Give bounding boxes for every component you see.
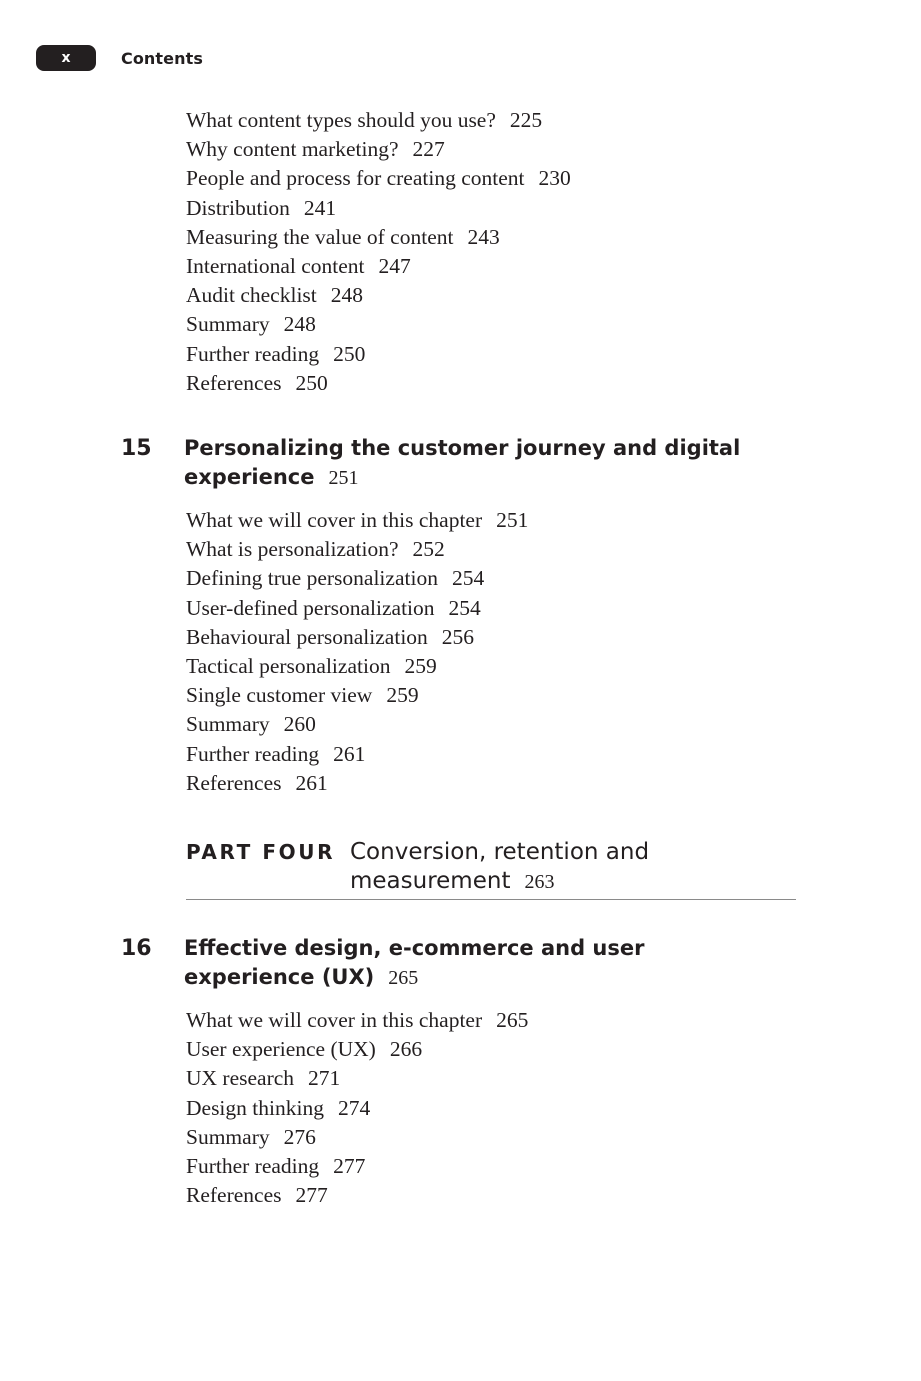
part-title	[350, 838, 650, 897]
part-four-heading[interactable]	[186, 838, 796, 900]
toc-entry-page: 259	[386, 683, 419, 708]
toc-entry-page: 241	[303, 195, 337, 220]
toc-entry-title: Tactical personalization	[186, 653, 391, 678]
toc-entry-page: 250	[295, 370, 328, 395]
toc-entry-title: Audit checklist	[186, 283, 317, 308]
toc-list-top	[186, 106, 571, 398]
toc-entry-page: 225	[509, 108, 543, 132]
toc-entry-page: 248	[283, 312, 316, 337]
toc-entry-title: Defining true personalization	[186, 566, 438, 591]
toc-entry-page: 260	[283, 712, 316, 737]
part-page: 263	[524, 871, 555, 893]
toc-entry-title: People and process for creating content	[186, 166, 525, 191]
toc-entry-title: Further reading	[186, 741, 320, 766]
toc-entry-page: 252	[412, 537, 445, 562]
toc-entry-title: Further reading	[186, 341, 320, 366]
toc-entry-title: Measuring the value of content	[186, 224, 454, 249]
toc-entry[interactable]	[186, 506, 528, 535]
toc-entry[interactable]	[186, 1123, 528, 1152]
toc-entry[interactable]	[186, 623, 528, 652]
toc-entry-page: 248	[330, 283, 364, 308]
toc-entry-title: References	[186, 370, 282, 395]
toc-entry-title: What content types should you use?	[186, 108, 496, 132]
chapter-title-text: Personalizing the customer journey and digital experience	[184, 436, 741, 489]
toc-entry-page: 256	[441, 624, 475, 649]
toc-entry-title: Summary	[186, 712, 270, 737]
toc-entry-page: 266	[389, 1037, 423, 1062]
toc-entry[interactable]	[186, 1064, 528, 1093]
toc-entry[interactable]	[186, 1152, 528, 1181]
toc-entry-title: Single customer view	[186, 683, 373, 708]
toc-entry[interactable]	[186, 252, 571, 281]
toc-entry[interactable]	[186, 369, 571, 398]
toc-entry[interactable]	[186, 135, 571, 164]
toc-entry[interactable]	[186, 281, 571, 310]
toc-entry-title: What is personalization?	[186, 537, 399, 562]
toc-entry-title: References	[186, 1183, 282, 1208]
toc-entry-page: 277	[295, 1183, 328, 1208]
toc-entry-title: UX research	[186, 1066, 295, 1091]
part-title-text: Conversion, retention and measurement	[350, 839, 650, 894]
toc-entry-page: 243	[467, 224, 500, 249]
chapter-page: 251	[328, 467, 359, 489]
toc-entry-page: 277	[333, 1153, 366, 1178]
toc-entry-page: 254	[448, 595, 481, 620]
toc-entry-page: 271	[308, 1066, 341, 1091]
toc-entry-title: What we will cover in this chapter	[186, 1008, 483, 1032]
chapter-page: 265	[388, 967, 419, 989]
toc-entry-title: Summary	[186, 312, 270, 337]
toc-entry[interactable]	[186, 340, 571, 369]
toc-entry[interactable]	[186, 1035, 528, 1064]
toc-entry-title: International content	[186, 253, 365, 278]
toc-entry[interactable]	[186, 223, 571, 252]
toc-entry-page: 247	[378, 253, 411, 278]
toc-entry[interactable]	[186, 594, 528, 623]
toc-entry-page: 274	[337, 1095, 371, 1120]
toc-entry-page: 265	[496, 1008, 529, 1032]
toc-entry[interactable]	[186, 769, 528, 798]
toc-entry[interactable]	[186, 681, 528, 710]
toc-entry-page: 261	[333, 741, 366, 766]
toc-entry-page: 251	[496, 508, 529, 532]
toc-entry[interactable]	[186, 194, 571, 223]
toc-entry-page: 250	[333, 341, 366, 366]
toc-entry-title: Why content marketing?	[186, 137, 399, 162]
toc-entry[interactable]	[186, 535, 528, 564]
toc-entry-page: 276	[283, 1124, 316, 1149]
toc-entry[interactable]	[186, 710, 528, 739]
toc-entry-title: What we will cover in this chapter	[186, 508, 483, 532]
toc-entry-page: 261	[295, 770, 328, 795]
toc-entry[interactable]	[186, 1181, 528, 1210]
chapter-title	[184, 434, 764, 493]
chapter-title	[184, 934, 764, 993]
toc-entry-title: References	[186, 770, 282, 795]
toc-entry[interactable]	[186, 310, 571, 339]
toc-entry[interactable]	[186, 164, 571, 193]
chapter-title-text: Effective design, e-commerce and user experience (UX)	[184, 936, 645, 989]
toc-entry-title: Design thinking	[186, 1095, 324, 1120]
toc-entry-title: Further reading	[186, 1153, 320, 1178]
toc-entry[interactable]	[186, 1006, 528, 1035]
toc-entry-title: User-defined personalization	[186, 595, 435, 620]
toc-entry[interactable]	[186, 740, 528, 769]
part-label: PART FOUR	[186, 840, 336, 864]
toc-entry[interactable]	[186, 652, 528, 681]
toc-list-chapter-16	[186, 1006, 528, 1210]
page-header	[36, 45, 203, 71]
toc-entry[interactable]	[186, 564, 528, 593]
page-number-badge: x	[36, 45, 96, 71]
toc-entry-page: 230	[538, 166, 571, 191]
running-head: Contents	[121, 48, 203, 68]
toc-entry-title: Distribution	[186, 195, 290, 220]
toc-entry-page: 254	[451, 566, 485, 591]
toc-entry[interactable]	[186, 106, 571, 135]
toc-entry-title: User experience (UX)	[186, 1037, 376, 1062]
toc-entry-page: 227	[412, 137, 445, 162]
toc-entry[interactable]	[186, 1094, 528, 1123]
toc-entry-title: Summary	[186, 1124, 270, 1149]
toc-list-chapter-15	[186, 506, 528, 798]
toc-entry-title: Behavioural personalization	[186, 624, 428, 649]
toc-entry-page: 259	[404, 653, 437, 678]
chapter-number: 16	[121, 936, 152, 961]
chapter-number: 15	[121, 436, 152, 461]
